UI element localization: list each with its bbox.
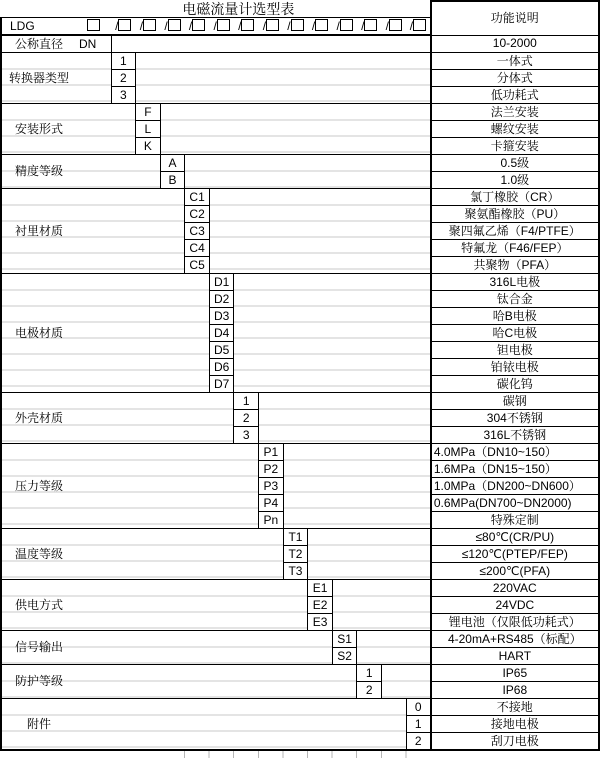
box-glyph — [413, 19, 426, 31]
code-cell: T1 — [283, 529, 308, 546]
desc-cell: 锂电池（仅限低功耗式） — [431, 614, 599, 631]
model-prefix-cell: LDG — [1, 18, 76, 36]
slash: / — [188, 18, 193, 33]
desc-cell: 特氟龙（F46/FEP） — [431, 240, 599, 257]
box-glyph — [217, 19, 230, 31]
slash: / — [311, 18, 316, 33]
box-glyph — [87, 19, 100, 31]
desc-cell: 0.5级 — [431, 155, 599, 172]
code-box-cell — [160, 18, 185, 36]
code-cell: C3 — [185, 223, 210, 240]
code-cell: K — [136, 138, 161, 155]
desc-cell: 316L电极 — [431, 274, 599, 291]
code-cell: D5 — [209, 342, 234, 359]
desc-cell: 4.0MPa（DN10~150） — [431, 444, 599, 461]
code-cell: B — [160, 172, 185, 189]
box-glyph — [389, 19, 402, 31]
code-cell: D4 — [209, 325, 234, 342]
desc-cell: 螺纹安装 — [431, 121, 599, 138]
code-box-cell — [382, 18, 407, 36]
desc-header: 功能说明 — [431, 1, 599, 35]
empty-cell — [76, 274, 209, 393]
slash: / — [336, 18, 340, 33]
desc-cell: 共聚物（PFA） — [431, 257, 599, 274]
desc-cell: 10-2000 — [431, 35, 599, 53]
desc-cell: 1.0级 — [431, 172, 599, 189]
slash: / — [238, 18, 242, 33]
code-cell: 1 — [357, 665, 382, 682]
code-cell: P3 — [259, 478, 284, 495]
code-cell: C4 — [185, 240, 210, 257]
code-cell: T2 — [283, 546, 308, 563]
code-box-cell — [209, 18, 234, 36]
grid-strip — [0, 751, 600, 761]
empty-cell — [332, 580, 430, 631]
empty-cell — [382, 665, 431, 699]
slash: / — [213, 18, 217, 33]
desc-cell: 0.6MPa(DN700~DN2000) — [431, 495, 599, 512]
code-cell: Pn — [259, 512, 284, 529]
code-cell: DN — [76, 35, 111, 53]
box-glyph — [364, 19, 377, 31]
code-box-cell — [283, 18, 308, 36]
code-cell: 3 — [111, 87, 136, 104]
code-box-cell — [185, 18, 210, 36]
empty-cell — [234, 274, 431, 393]
empty-cell — [76, 580, 308, 631]
box-glyph — [143, 19, 156, 31]
category-label: 精度等级 — [1, 155, 76, 189]
code-box-cell — [308, 18, 333, 36]
desc-cell: 1.0MPa（DN200~DN600） — [431, 478, 599, 495]
category-label: 公称直径 — [1, 35, 76, 53]
code-cell: 2 — [111, 70, 136, 87]
desc-cell: 氯丁橡胶（CR） — [431, 189, 599, 206]
code-box-cell — [234, 18, 259, 36]
desc-cell: 低功耗式 — [431, 87, 599, 104]
box-glyph — [168, 19, 181, 31]
code-box-cell — [332, 18, 357, 36]
desc-cell: 分体式 — [431, 70, 599, 87]
desc-cell: HART — [431, 648, 599, 665]
slash: / — [385, 18, 389, 33]
box-glyph — [340, 19, 353, 31]
empty-cell — [76, 631, 332, 665]
empty-cell — [259, 393, 431, 444]
desc-cell: 碳钢 — [431, 393, 599, 410]
desc-cell: 聚氨酯橡胶（PU） — [431, 206, 599, 223]
code-cell: C5 — [185, 257, 210, 274]
code-cell: E2 — [308, 597, 333, 614]
empty-cell — [160, 104, 431, 155]
slash: / — [409, 18, 414, 33]
desc-cell: 刮刀电极 — [431, 733, 599, 751]
model-box-cell — [76, 18, 111, 36]
code-cell: P4 — [259, 495, 284, 512]
code-cell: 1 — [111, 53, 136, 70]
category-label: 信号输出 — [1, 631, 76, 665]
desc-cell: 钛合金 — [431, 291, 599, 308]
category-label: 安装形式 — [1, 104, 76, 155]
empty-cell — [76, 393, 234, 444]
empty-cell — [76, 155, 160, 189]
code-box-cell — [406, 18, 431, 36]
category-label: 供电方式 — [1, 580, 76, 631]
box-glyph — [241, 19, 254, 31]
desc-cell: 1.6MPa（DN15~150） — [431, 461, 599, 478]
category-label: 附件 — [1, 699, 76, 751]
code-cell: D2 — [209, 291, 234, 308]
desc-cell: ≤120℃(PTEP/FEP) — [431, 546, 599, 563]
code-cell: D6 — [209, 359, 234, 376]
slash: / — [287, 18, 291, 33]
box-glyph — [192, 19, 205, 31]
code-cell: D1 — [209, 274, 234, 291]
empty-cell — [76, 104, 136, 155]
desc-cell: 特殊定制 — [431, 512, 599, 529]
code-cell: T3 — [283, 563, 308, 580]
desc-cell: 碳化钨 — [431, 376, 599, 393]
code-cell: F — [136, 104, 161, 121]
code-box-cell — [136, 18, 161, 36]
category-label: 压力等级 — [1, 444, 76, 529]
empty-cell — [76, 53, 111, 104]
desc-cell: IP65 — [431, 665, 599, 682]
category-label: 温度等级 — [1, 529, 76, 580]
desc-cell: 4-20mA+RS485（标配） — [431, 631, 599, 648]
box-glyph — [315, 19, 328, 31]
code-cell: E3 — [308, 614, 333, 631]
empty-cell — [209, 189, 430, 274]
desc-cell: 聚四氟乙烯（F4/PTFE） — [431, 223, 599, 240]
desc-cell: 220VAC — [431, 580, 599, 597]
code-cell: L — [136, 121, 161, 138]
desc-cell: 接地电极 — [431, 716, 599, 733]
empty-cell — [111, 35, 431, 53]
desc-cell: 316L不锈钢 — [431, 427, 599, 444]
code-cell: 1 — [406, 716, 431, 733]
slash: / — [262, 18, 267, 33]
empty-cell — [308, 529, 431, 580]
code-box-cell — [259, 18, 284, 36]
desc-cell: 卡箍安装 — [431, 138, 599, 155]
code-cell: P2 — [259, 461, 284, 478]
desc-cell: 哈C电极 — [431, 325, 599, 342]
desc-cell: IP68 — [431, 682, 599, 699]
box-glyph — [291, 19, 304, 31]
empty-cell — [283, 444, 431, 529]
code-cell: E1 — [308, 580, 333, 597]
desc-cell: 不接地 — [431, 699, 599, 716]
empty-cell — [76, 665, 357, 699]
empty-cell — [76, 699, 406, 751]
code-cell: C1 — [185, 189, 210, 206]
code-cell: C2 — [185, 206, 210, 223]
code-box-cell — [357, 18, 382, 36]
code-cell: S2 — [332, 648, 357, 665]
category-label: 防护等级 — [1, 665, 76, 699]
desc-cell: 304不锈钢 — [431, 410, 599, 427]
desc-cell: 一体式 — [431, 53, 599, 70]
code-cell: D3 — [209, 308, 234, 325]
desc-cell: 哈B电极 — [431, 308, 599, 325]
desc-cell: 钽电极 — [431, 342, 599, 359]
code-cell: 2 — [234, 410, 259, 427]
box-glyph — [266, 19, 279, 31]
box-glyph — [118, 19, 131, 31]
desc-cell: 铂铱电极 — [431, 359, 599, 376]
category-label: 转换器类型 — [1, 53, 76, 104]
code-cell: 1 — [234, 393, 259, 410]
desc-cell: ≤200℃(PFA) — [431, 563, 599, 580]
code-cell: 2 — [357, 682, 382, 699]
slash: / — [115, 18, 119, 33]
code-cell: 2 — [406, 733, 431, 751]
slash: / — [164, 18, 168, 33]
slash: / — [361, 18, 365, 33]
code-cell: P1 — [259, 444, 284, 461]
code-cell: 3 — [234, 427, 259, 444]
empty-cell — [357, 631, 431, 665]
desc-cell: ≤80℃(CR/PU) — [431, 529, 599, 546]
code-cell: A — [160, 155, 185, 172]
grid-strip-ticks — [184, 751, 410, 758]
code-cell: 0 — [406, 699, 431, 716]
empty-cell — [76, 444, 259, 529]
empty-cell — [76, 189, 185, 274]
code-box-cell — [111, 18, 136, 36]
category-label: 衬里材质 — [1, 189, 76, 274]
code-cell: S1 — [332, 631, 357, 648]
empty-cell — [185, 155, 431, 189]
table-title: 电磁流量计选型表 — [1, 1, 431, 18]
category-label: 电极材质 — [1, 274, 76, 393]
slash: / — [139, 18, 144, 33]
empty-cell — [136, 53, 431, 104]
category-label: 外壳材质 — [1, 393, 76, 444]
empty-cell — [76, 529, 283, 580]
desc-cell: 24VDC — [431, 597, 599, 614]
code-cell: D7 — [209, 376, 234, 393]
desc-cell: 法兰安装 — [431, 104, 599, 121]
